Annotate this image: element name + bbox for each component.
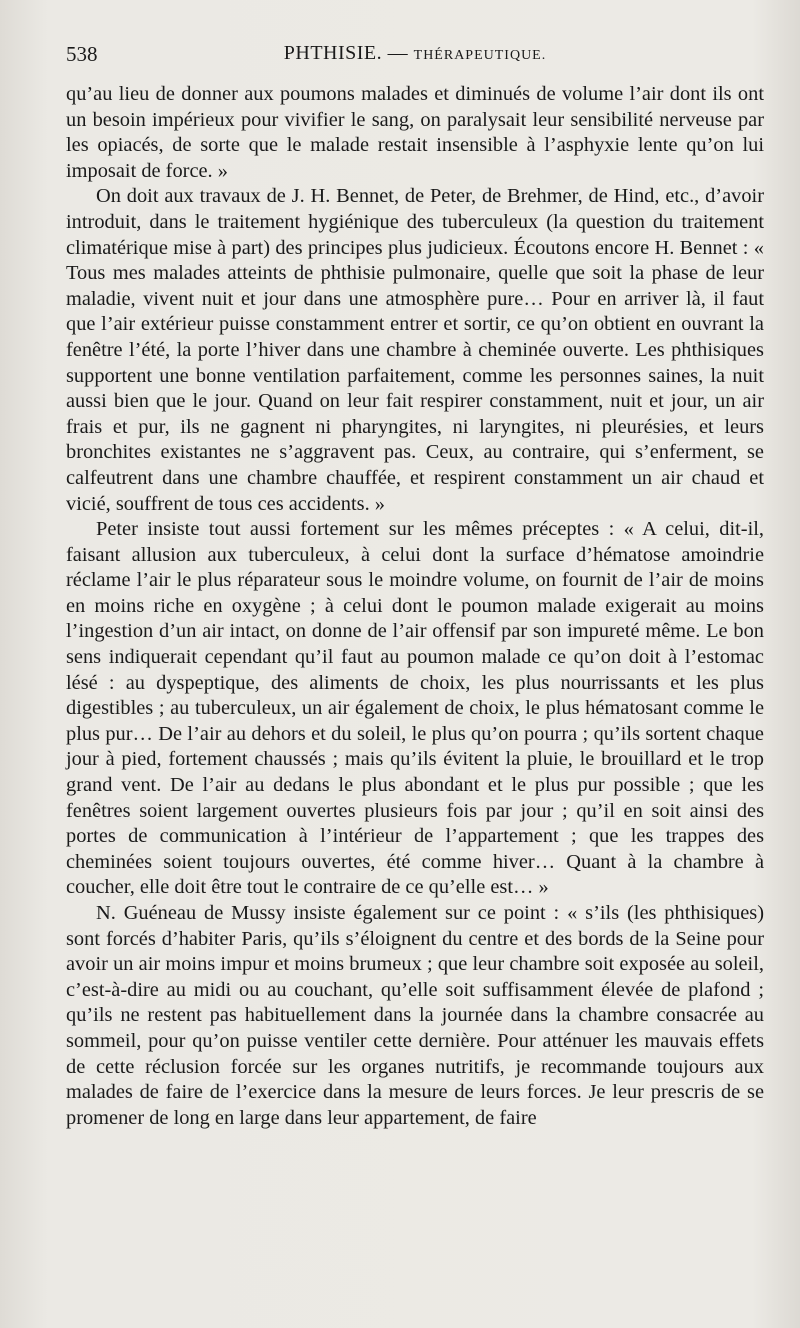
- running-head-subtitle: THÉRAPEUTIQUE.: [413, 48, 547, 63]
- body-text: [66, 82, 764, 1131]
- running-head-separator: —: [387, 42, 409, 64]
- running-head: [66, 42, 764, 65]
- paragraph-peter: Peter insiste tout aussi fortement sur les mêmes préceptes : « A celui, dit-il, faisant allusion aux tuberculeux, à celui dont la surface d’hématose amoindrie réclame l’air le plus réparateur sous le moindre volume, on fournit de l’air de moins en moins riche en oxygène ; à celui dont le poumon malade exigerait au moins l’ingestion d’un air intact, on donne de l’air offensif par son impureté même. Le bon sens indiquerait cependant qu’il faut au poumon malade ce qu’on doit à l’estomac lésé : au dyspeptique, des aliments de choix, les plus nourrissants et les plus digestibles ; au tuberculeux, un air également de choix, le plus hématosant comme le plus pur… De l’air au dehors et du soleil, le plus qu’on pourra ; qu’ils sortent chaque jour à pied, fortement chaussés ; mais qu’ils évitent la pluie, le brouillard et le trop grand vent. De l’air au dedans le plus abondant et le plus pur possible ; que les fenêtres soient largement ouvertes plusieurs fois par jour ; qu’il en soit ainsi des portes de communication à l’intérieur de l’appartement ; que les trappes des cheminées soient toujours ouvertes, été comme hiver… Quant à la chambre à coucher, elle doit être tout le contraire de ce qu’elle est… »: [66, 518, 764, 899]
- running-head-title: PHTHISIE.: [283, 42, 383, 64]
- paragraph-bennet: On doit aux travaux de J. H. Bennet, de Peter, de Brehmer, de Hind, etc., d’avoir introduit, dans le traitement hygiénique des tuberculeux (la question du traitement climatérique mise à part) des principes plus judicieux. Écoutons encore H. Bennet : « Tous mes malades atteints de phthisie pulmonaire, quelle que soit la phase de leur maladie, vivent nuit et jour dans une atmosphère pure… Pour en arriver là, il faut que l’air extérieur puisse constamment entrer et sortir, ce qu’on obtient en ouvrant la fenêtre l’été, la porte l’hiver dans une chambre à cheminée ouverte. Les phthisiques supportent une bonne ventilation parfaitement, comme les personnes saines, la nuit aussi bien que le jour. Quand on leur fait respirer constamment, nuit et jour, un air frais et pur, ils ne gagnent ni pharyngites, ni laryngites, ni pleurésies, et leurs bronchites existantes ne s’aggravent pas. Ceux, au contraire, qui s’enferment, se calfeutrent dans une chambre chauffée, et respirent constamment un air chaud et vicié, souffrent de tous ces accidents. »: [66, 185, 764, 515]
- page-header: [66, 38, 764, 82]
- paragraph-gueneau-de-mussy: N. Guéneau de Mussy insiste également sur ce point : « s’ils (les phthisiques) sont forcés d’habiter Paris, qu’ils s’éloignent du centre et des bords de la Seine pour avoir un air moins impur et moins brumeux ; que leur chambre soit exposée au soleil, c’est-à-dire au midi ou au couchant, qu’elle soit suffisamment élevée de plafond ; qu’ils ne restent pas habituellement dans la journée dans la chambre consacrée au sommeil, pour qu’on puisse ventiler cette dernière. Pour atténuer les mauvais effets de cette réclusion forcée sur les organes nutritifs, je recommande toujours aux malades de faire de l’exercice dans la mesure de leurs forces. Je leur prescris de se promener de long en large dans leur appartement, de faire: [66, 902, 764, 1129]
- page-number: 538: [66, 42, 98, 66]
- paragraph-continuation: qu’au lieu de donner aux poumons malades et diminués de volume l’air dont ils ont un besoin impérieux pour vivifier le sang, on paralysait leur sensibilité nerveuse par les opiacés, de sorte que le malade restait insensible à l’asphyxie lente qu’on lui imposait de force. »: [66, 83, 764, 182]
